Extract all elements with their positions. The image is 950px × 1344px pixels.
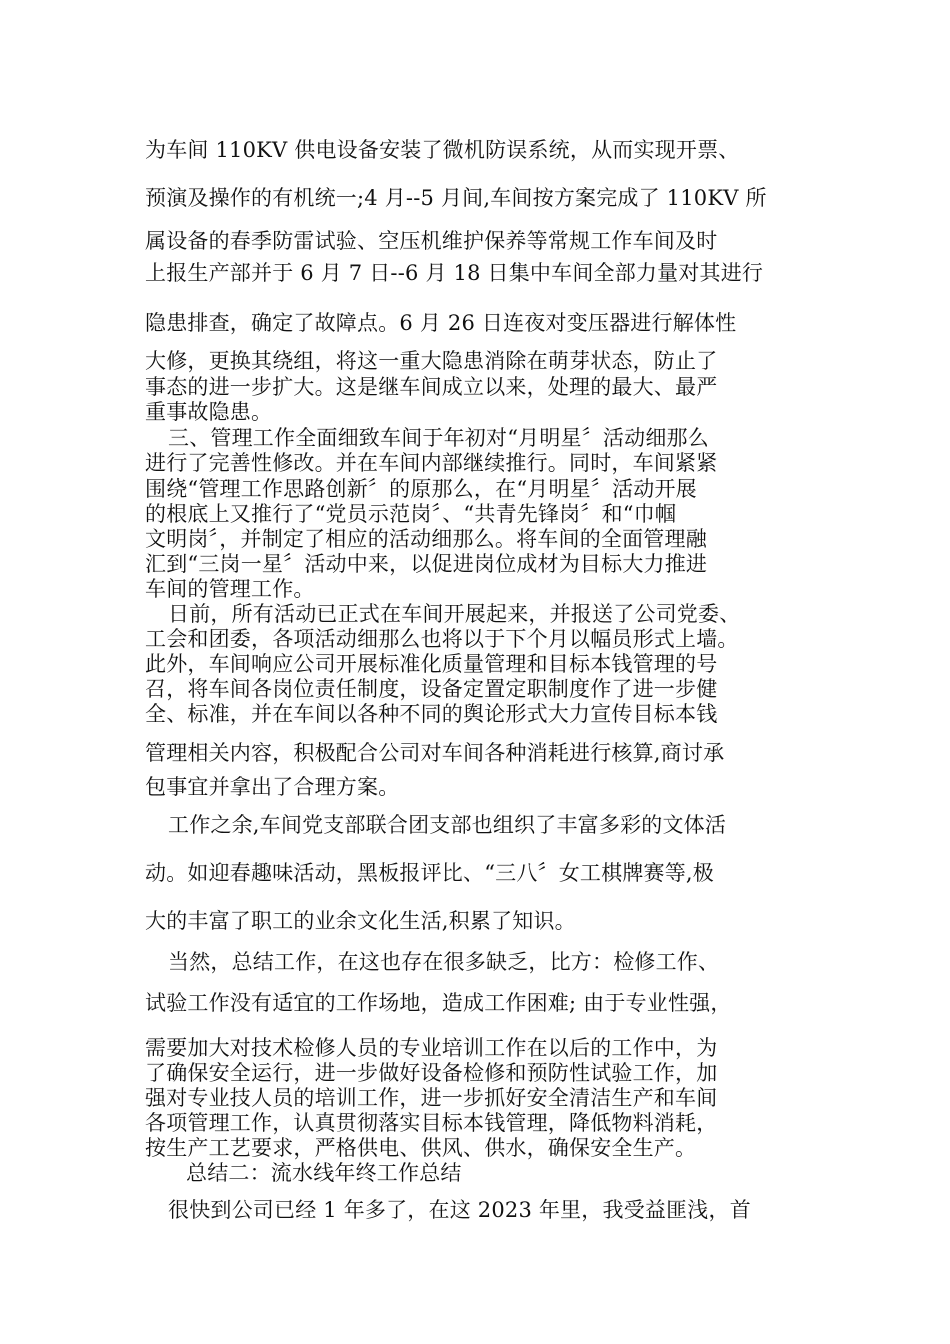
text-line: 工会和团委，各项活动细那么也将以于下个月以幅员形式上墙。 [145,627,739,651]
text-line: 围绕“管理工作思路创新〞的原那么，在“月明星〞活动开展 [145,477,697,501]
text-line: 属设备的春季防雷试验、空压机维护保养等常规工作车间及时 [145,229,718,253]
text-line: 试验工作没有适宜的工作场地，造成工作困难; 由于专业性强， [145,991,732,1015]
section-heading: 三、管理工作全面细致车间于年初对“月明星〞活动细那么 [168,426,709,450]
text-line: 动。如迎春趣味活动，黑板报评比、“三八〞女工棋牌赛等,极 [145,861,715,885]
text-line: 召，将车间各岗位责任制度，设备定置定职制度作了进一步健 [145,677,718,701]
text-line: 此外，车间响应公司开展标准化质量管理和目标本钱管理的号 [145,652,718,676]
text-line: 需要加大对技术检修人员的专业培训工作在以后的工作中，为 [145,1036,718,1060]
text-line: 大的丰富了职工的业余文化生活,积累了知识。 [145,909,576,933]
text-line: 为车间 110KV 供电设备安装了微机防误系统，从而实现开票、 [145,138,740,162]
text-line: 了确保安全运行，进一步做好设备检修和预防性试验工作，加 [145,1061,718,1085]
text-line: 按生产工艺要求，严格供电、供风、供水，确保安全生产。 [145,1136,697,1160]
text-line: 很快到公司已经 1 年多了，在这 2023 年里，我受益匪浅，首 [168,1198,751,1222]
text-line: 车间的管理工作。 [145,577,315,601]
text-line: 预演及操作的有机统一;4 月--5 月间,车间按方案完成了 110KV 所 [145,186,767,210]
text-line: 隐患排查，确定了故障点。6 月 26 日连夜对变压器进行解体性 [145,311,737,335]
text-line: 进行了完善性修改。并在车间内部继续推行。同时，车间紧紧 [145,451,718,475]
text-line: 文明岗〞，并制定了相应的活动细那么。将车间的全面管理融 [145,527,707,551]
text-line: 汇到“三岗一星〞活动中来，以促进岗位成材为目标大力推进 [145,552,708,576]
text-line: 包事宜并拿出了合理方案。 [145,775,400,799]
text-line: 管理相关内容，积极配合公司对车间各种消耗进行核算,商讨承 [145,741,725,765]
text-line: 各项管理工作，认真贯彻落实目标本钱管理，降低物料消耗， [145,1111,718,1135]
text-line: 日前，所有活动已正式在车间开展起来，并报送了公司党委、 [168,602,741,626]
text-line: 工作之余,车间党支部联合团支部也组织了丰富多彩的文体活 [168,813,727,837]
text-line: 当然，总结工作，在这也存在很多缺乏，比方：检修工作、 [168,950,720,974]
text-line: 大修，更换其绕组，将这一重大隐患消除在萌芽状态，防止了 [145,349,718,373]
text-line: 重事故隐患。 [145,400,273,424]
text-line: 上报生产部并于 6 月 7 日--6 月 18 日集中车间全部力量对其进行 [145,261,764,285]
section-heading: 总结二：流水线年终工作总结 [186,1161,462,1185]
text-line: 强对专业技人员的培训工作，进一步抓好安全清洁生产和车间 [145,1086,718,1110]
text-line: 事态的进一步扩大。这是继车间成立以来，处理的最大、最严 [145,375,718,399]
text-line: 全、标准，并在车间以各种不同的舆论形式大力宣传目标本钱 [145,702,718,726]
text-line: 的根底上又推行了“党员示范岗〞、“共青先锋岗〞和“巾帼 [145,502,677,526]
